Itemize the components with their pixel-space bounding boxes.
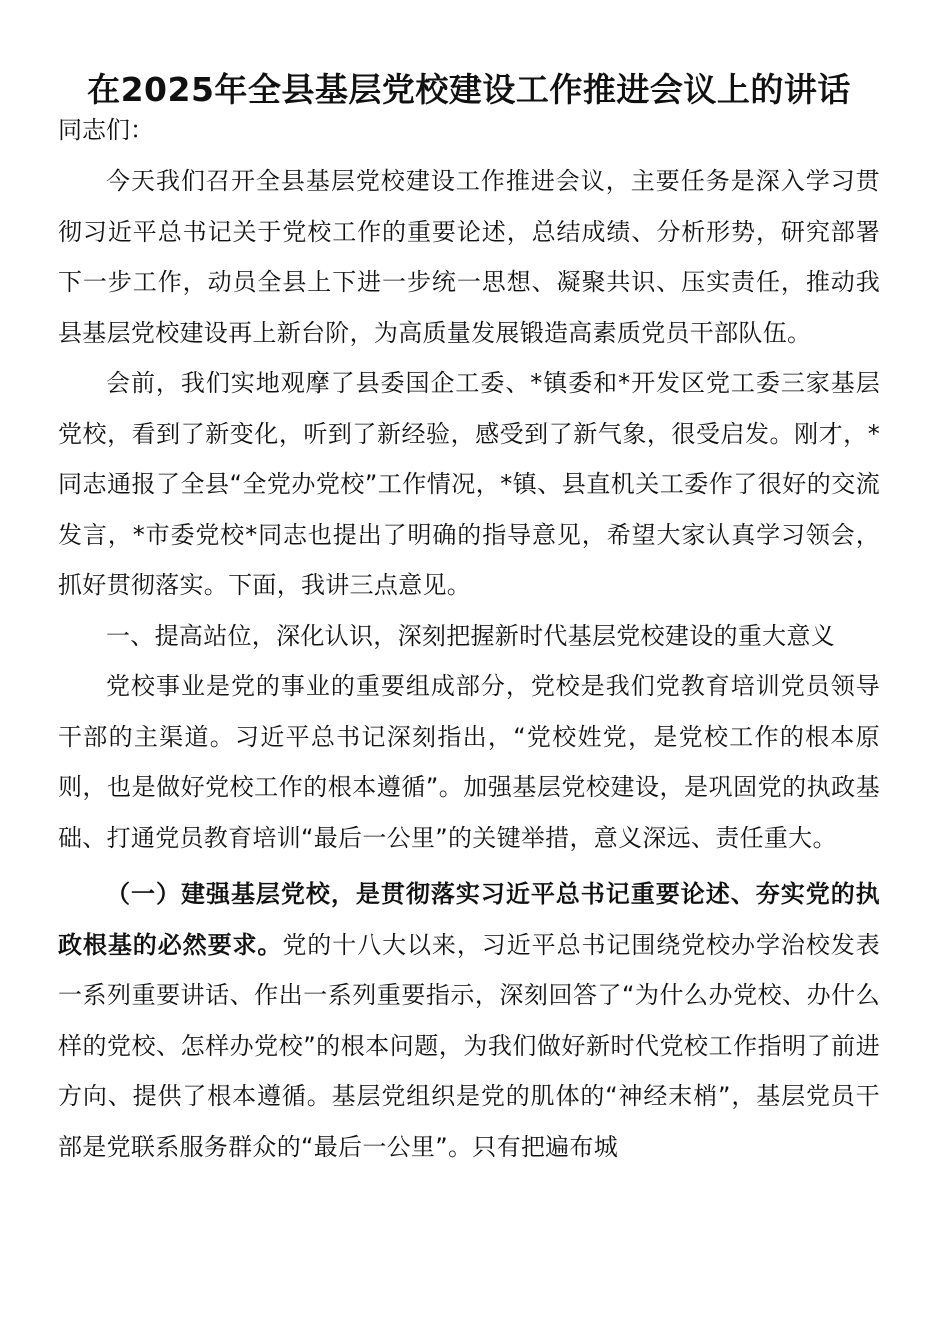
section-heading-1: 一、提高站位，深化认识，深刻把握新时代基层党校建设的重大意义 (106, 621, 835, 650)
paragraph-section-1: 党校事业是党的事业的重要组成部分，党校是我们党教育培训党员领导干部的主渠道。习近平总书记深刻指出，“党校姓党，是党校工作的根本原则，也是做好党校工作的根本遵循”。加强基层党校建设，是巩固党的执政基础、打通党员教育培训“最后一公里”的关键举措，意义深远、责任重大。 (58, 672, 880, 852)
salutation: 同志们： (58, 116, 154, 144)
document-title: 在2025年全县基层党校建设工作推进会议上的讲话 (87, 70, 851, 109)
paragraph-observation: 会前，我们实地观摩了县委国企工委、*镇委和*开发区党工委三家基层党校，看到了新变化，听到了新经验，感受到了新气象，很受启发。刚才，*同志通报了全县“全党办党校”工作情况，*镇、县直机关工委作了很好的交流发言，*市委党校*同志也提出了明确的指导意见，希望大家认真学习领会，抓好贯彻落实。下面，我讲三点意见。 (58, 369, 880, 599)
subsection-1-paragraph (58, 869, 880, 1172)
subsection-1-lead: （一）建强基层党校，是贯彻落实习近平总书记重要论述、夯实党的执政根基的必然要求。 (58, 880, 880, 959)
document-page (58, 62, 880, 1172)
paragraph-intro: 今天我们召开全县基层党校建设工作推进会议，主要任务是深入学习贯彻习近平总书记关于党校工作的重要论述，总结成绩、分析形势，研究部署下一步工作，动员全县上下进一步统一思想、凝聚共识、压实责任，推动我县基层党校建设再上新台阶，为高质量发展锻造高素质党员干部队伍。 (58, 167, 880, 347)
subsection-1-body: 党的十八大以来，习近平总书记围绕党校办学治校发表一系列重要讲话、作出一系列重要指示，深刻回答了“为什么办党校、办什么样的党校、怎样办党校”的根本问题，为我们做好新时代党校工作指明了前进方向、提供了根本遵循。基层党组织是党的肌体的“神经末梢”，基层党员干部是党联系服务群众的“最后一公里”。只有把遍布城 (58, 930, 880, 1161)
